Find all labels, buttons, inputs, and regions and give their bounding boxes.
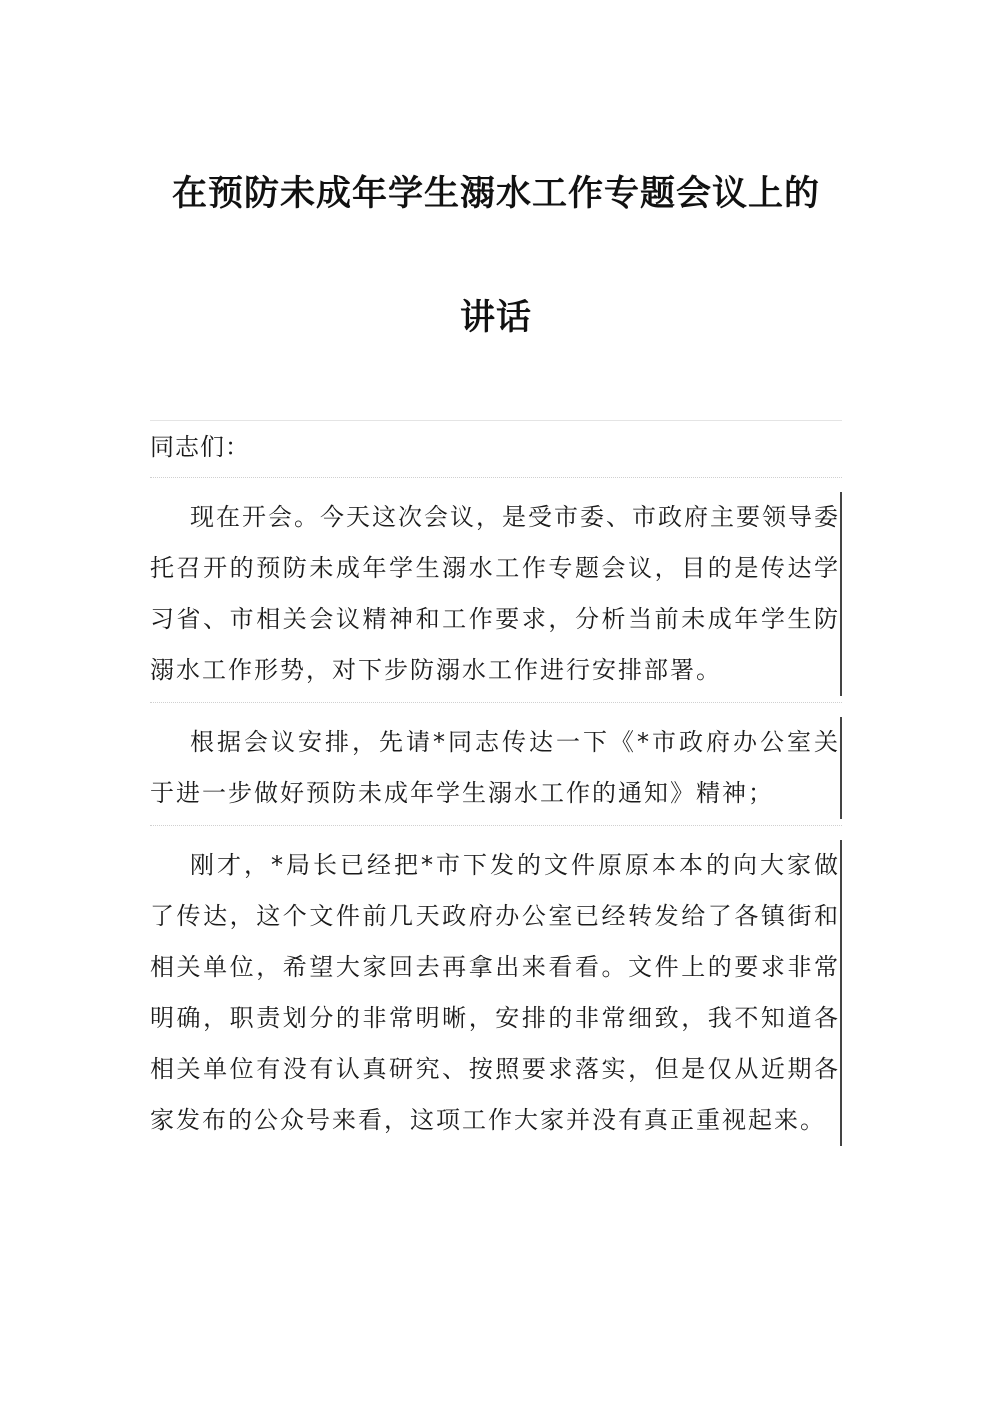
paragraph-1: 现在开会。今天这次会议，是受市委、市政府主要领导委托召开的预防未成年学生溺水工作专题会议，目的是传达学习省、市相关会议精神和工作要求，分析当前未成年学生防溺水工作形势，对下步防溺水工作进行安排部署。 (150, 492, 842, 696)
paragraph-block-1 (150, 477, 842, 702)
paragraph-block-2 (150, 702, 842, 825)
paragraph-block-3 (150, 825, 842, 1203)
salutation: 同志们： (150, 420, 842, 477)
paragraph-2: 根据会议安排，先请*同志传达一下《*市政府办公室关于进一步做好预防未成年学生溺水工作的通知》精神； (150, 717, 842, 819)
document-body (150, 420, 842, 1203)
document-title-line-2: 讲话 (459, 297, 532, 338)
paragraph-3: 刚才，*局长已经把*市下发的文件原原本本的向大家做了传达，这个文件前几天政府办公室已经转发给了各镇街和相关单位，希望大家回去再拿出来看看。文件上的要求非常明确，职责划分的非常明晰，安排的非常细致，我不知道各相关单位有没有认真研究、按照要求落实，但是仅从近期各家发布的公众号来看，这项工作大家并没有真正重视起来。 (150, 840, 842, 1146)
document-title-line-1: 在预防未成年学生溺水工作专题会议上的 (171, 173, 820, 214)
